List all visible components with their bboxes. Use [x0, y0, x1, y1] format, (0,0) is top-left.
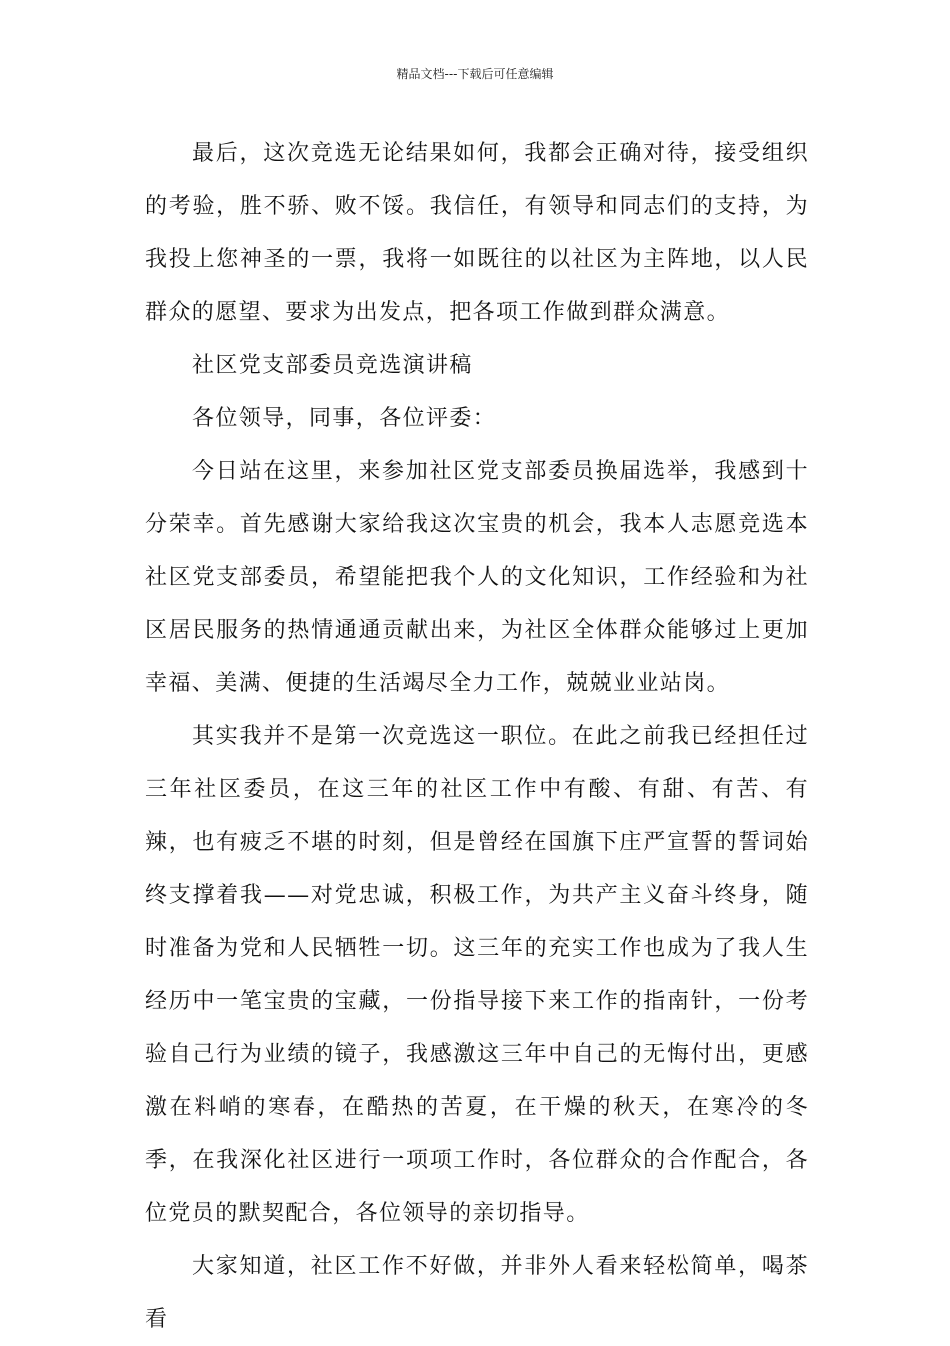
speech-title: 社区党支部委员竞选演讲稿	[192, 353, 473, 378]
page-header: 精品文档---下载后可任意编辑	[396, 67, 554, 81]
paragraph-introduction: 今日站在这里，来参加社区党支部委员换届选举，我感到十分荣幸。首先感谢大家给我这次宝贵的机会，我本人志愿竞选本社区党支部委员，希望能把我个人的文化知识，工作经验和为社区居民服务的热情通通贡献出来，为社区全体群众能够过上更加幸福、美满、便捷的生活竭尽全力工作，兢兢业业站岗。	[145, 459, 809, 696]
paragraph-closing-statement: 最后，这次竞选无论结果如何，我都会正确对待，接受组织的考验，胜不骄、败不馁。我信任，有领导和同志们的支持，为我投上您神圣的一票，我将一如既往的以社区为主阵地，以人民群众的愿望、要求为出发点，把各项工作做到群众满意。	[145, 141, 809, 325]
paragraph-experience: 其实我并不是第一次竞选这一职位。在此之前我已经担任过三年社区委员，在这三年的社区工作中有酸、有甜、有苦、有辣，也有疲乏不堪的时刻，但是曾经在国旗下庄严宣誓的誓词始终支撑着我——对党忠诚，积极工作，为共产主义奋斗终身，随时准备为党和人民牺牲一切。这三年的充实工作也成为了我人生经历中一笔宝贵的宝藏，一份指导接下来工作的指南针，一份考验自己行为业绩的镜子，我感激这三年中自己的无悔付出，更感激在料峭的寒春，在酷热的苦夏，在干燥的秋天，在寒冷的冬季，在我深化社区进行一项项工作时，各位群众的合作配合，各位党员的默契配合，各位领导的亲切指导。	[145, 724, 809, 1226]
salutation: 各位领导，同事，各位评委：	[192, 406, 497, 431]
document-body	[145, 127, 809, 1346]
paragraph-community-work: 大家知道，社区工作不好做，并非外人看来轻松简单，喝茶看	[145, 1254, 809, 1332]
